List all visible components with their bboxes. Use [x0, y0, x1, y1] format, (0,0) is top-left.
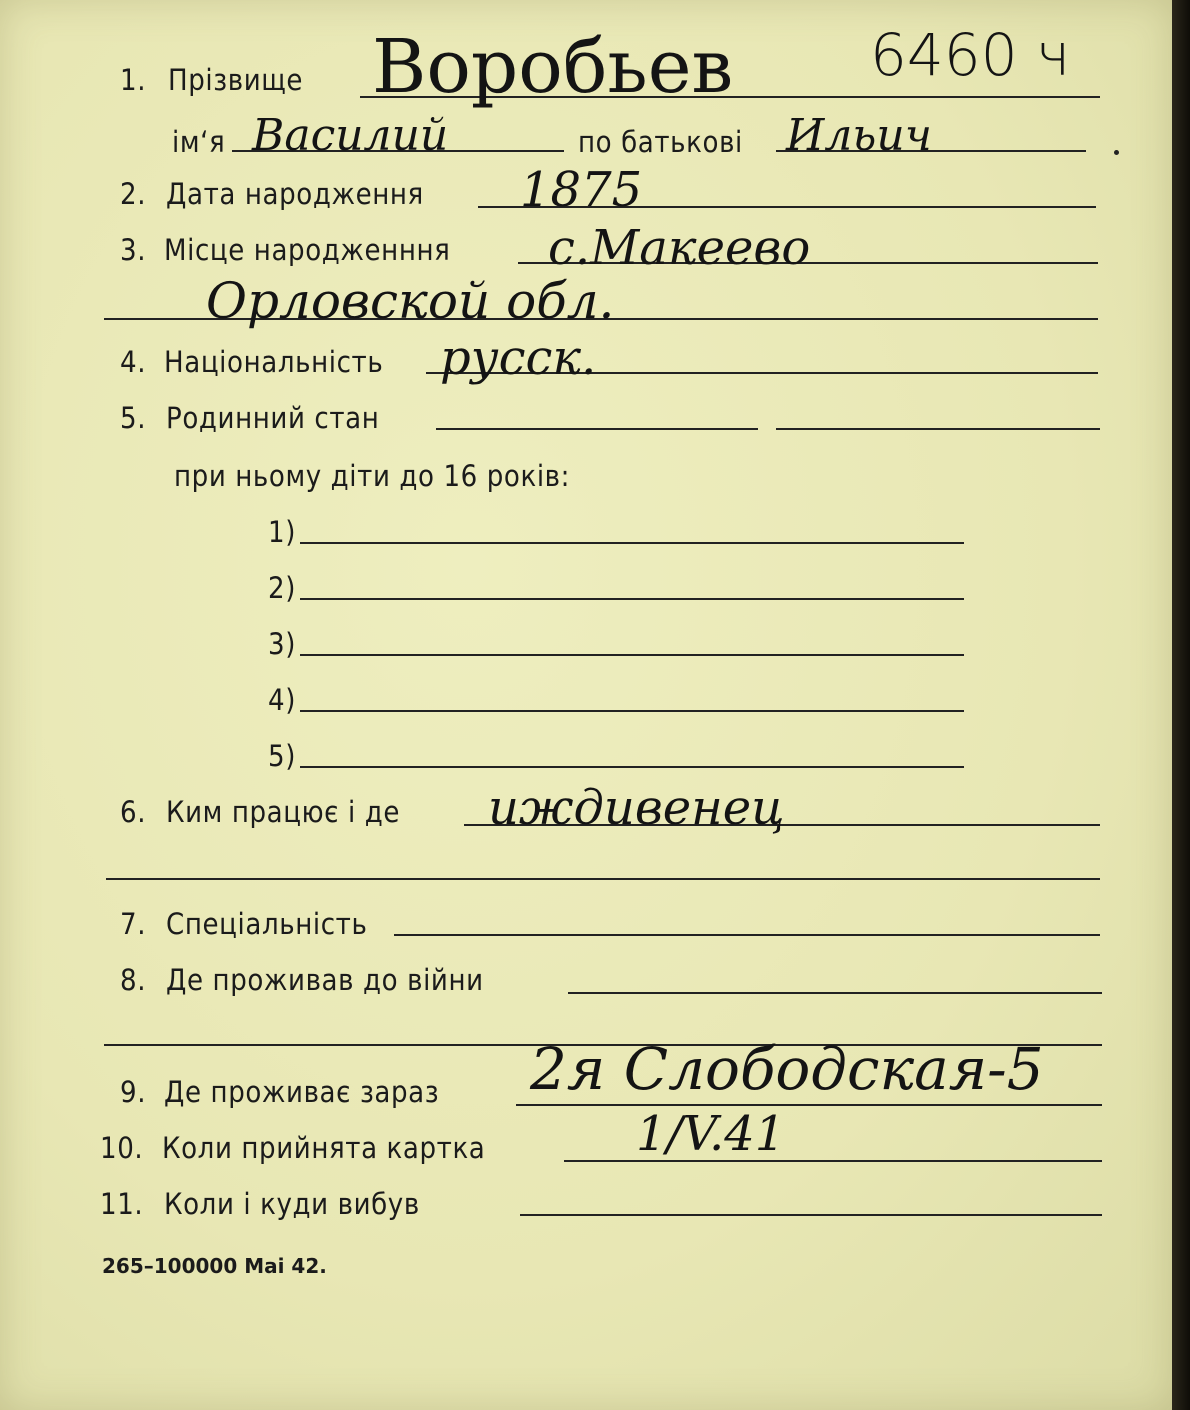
- current-residence-value: 2я Слободская-5: [530, 1035, 1044, 1103]
- card-accepted-value: 1/V.41: [636, 1106, 786, 1162]
- child-4-line: [300, 710, 964, 712]
- occupation-value: иждивенец: [488, 780, 785, 836]
- child-1-number: 1): [268, 515, 296, 549]
- children-label: при ньому діти до 16 років:: [174, 459, 571, 493]
- field-1-label: Прізвище: [168, 63, 304, 97]
- field-10-label: Коли прийнята картка: [162, 1131, 486, 1165]
- field-11-number: 11.: [100, 1187, 144, 1221]
- field-3-label: Місце народженння: [164, 233, 451, 267]
- child-5-number: 5): [268, 739, 296, 773]
- background-edge: [1172, 0, 1190, 1410]
- field-8-label: Де проживав до війни: [166, 963, 484, 997]
- field-6-number: 6.: [120, 795, 147, 829]
- child-3-line: [300, 654, 964, 656]
- field-4-label: Національність: [164, 345, 384, 379]
- field-10-number: 10.: [100, 1131, 144, 1165]
- child-1-line: [300, 542, 964, 544]
- field-8-line: [568, 992, 1102, 994]
- child-2-number: 2): [268, 571, 296, 605]
- child-3-number: 3): [268, 627, 296, 661]
- field-5-label: Родинний стан: [166, 401, 380, 435]
- child-4-number: 4): [268, 683, 296, 717]
- field-5-number: 5.: [120, 401, 147, 435]
- field-11-label: Коли і куди вибув: [164, 1187, 420, 1221]
- first-name-label: ім‘я: [172, 125, 226, 159]
- field-9-line: [516, 1104, 1102, 1106]
- child-2-line: [300, 598, 964, 600]
- first-name-value: Василий: [252, 110, 449, 161]
- field-3-number: 3.: [120, 233, 147, 267]
- print-code: 265–100000 Mai 42.: [102, 1254, 327, 1278]
- field-6-label: Ким працює і де: [166, 795, 401, 829]
- field-9-number: 9.: [120, 1075, 147, 1109]
- field-6-line-2: [106, 878, 1100, 880]
- child-5-line: [300, 766, 964, 768]
- ink-dot: [1114, 150, 1119, 155]
- nationality-value: русск.: [440, 330, 597, 386]
- field-9-label: Де проживає зараз: [164, 1075, 440, 1109]
- field-8-number: 8.: [120, 963, 147, 997]
- field-7-label: Спеціальність: [166, 907, 368, 941]
- card-number-stamp: 6460 ч: [870, 21, 1071, 89]
- patronymic-label: по батькові: [578, 125, 743, 159]
- field-4-number: 4.: [120, 345, 147, 379]
- field-5-line-b: [776, 428, 1100, 430]
- birth-place-value-2: Орловской обл.: [206, 272, 615, 330]
- patronymic-value: Ильич: [786, 110, 933, 161]
- field-1-number: 1.: [120, 63, 147, 97]
- field-2-number: 2.: [120, 177, 147, 211]
- birth-place-value: с.Макеево: [548, 220, 811, 276]
- field-7-number: 7.: [120, 907, 147, 941]
- surname-value: Воробьев: [372, 24, 734, 110]
- field-7-line: [394, 934, 1100, 936]
- field-11-line: [520, 1214, 1102, 1216]
- field-2-label: Дата народження: [166, 177, 424, 211]
- birth-date-value: 1875: [520, 162, 643, 218]
- field-5-line-a: [436, 428, 758, 430]
